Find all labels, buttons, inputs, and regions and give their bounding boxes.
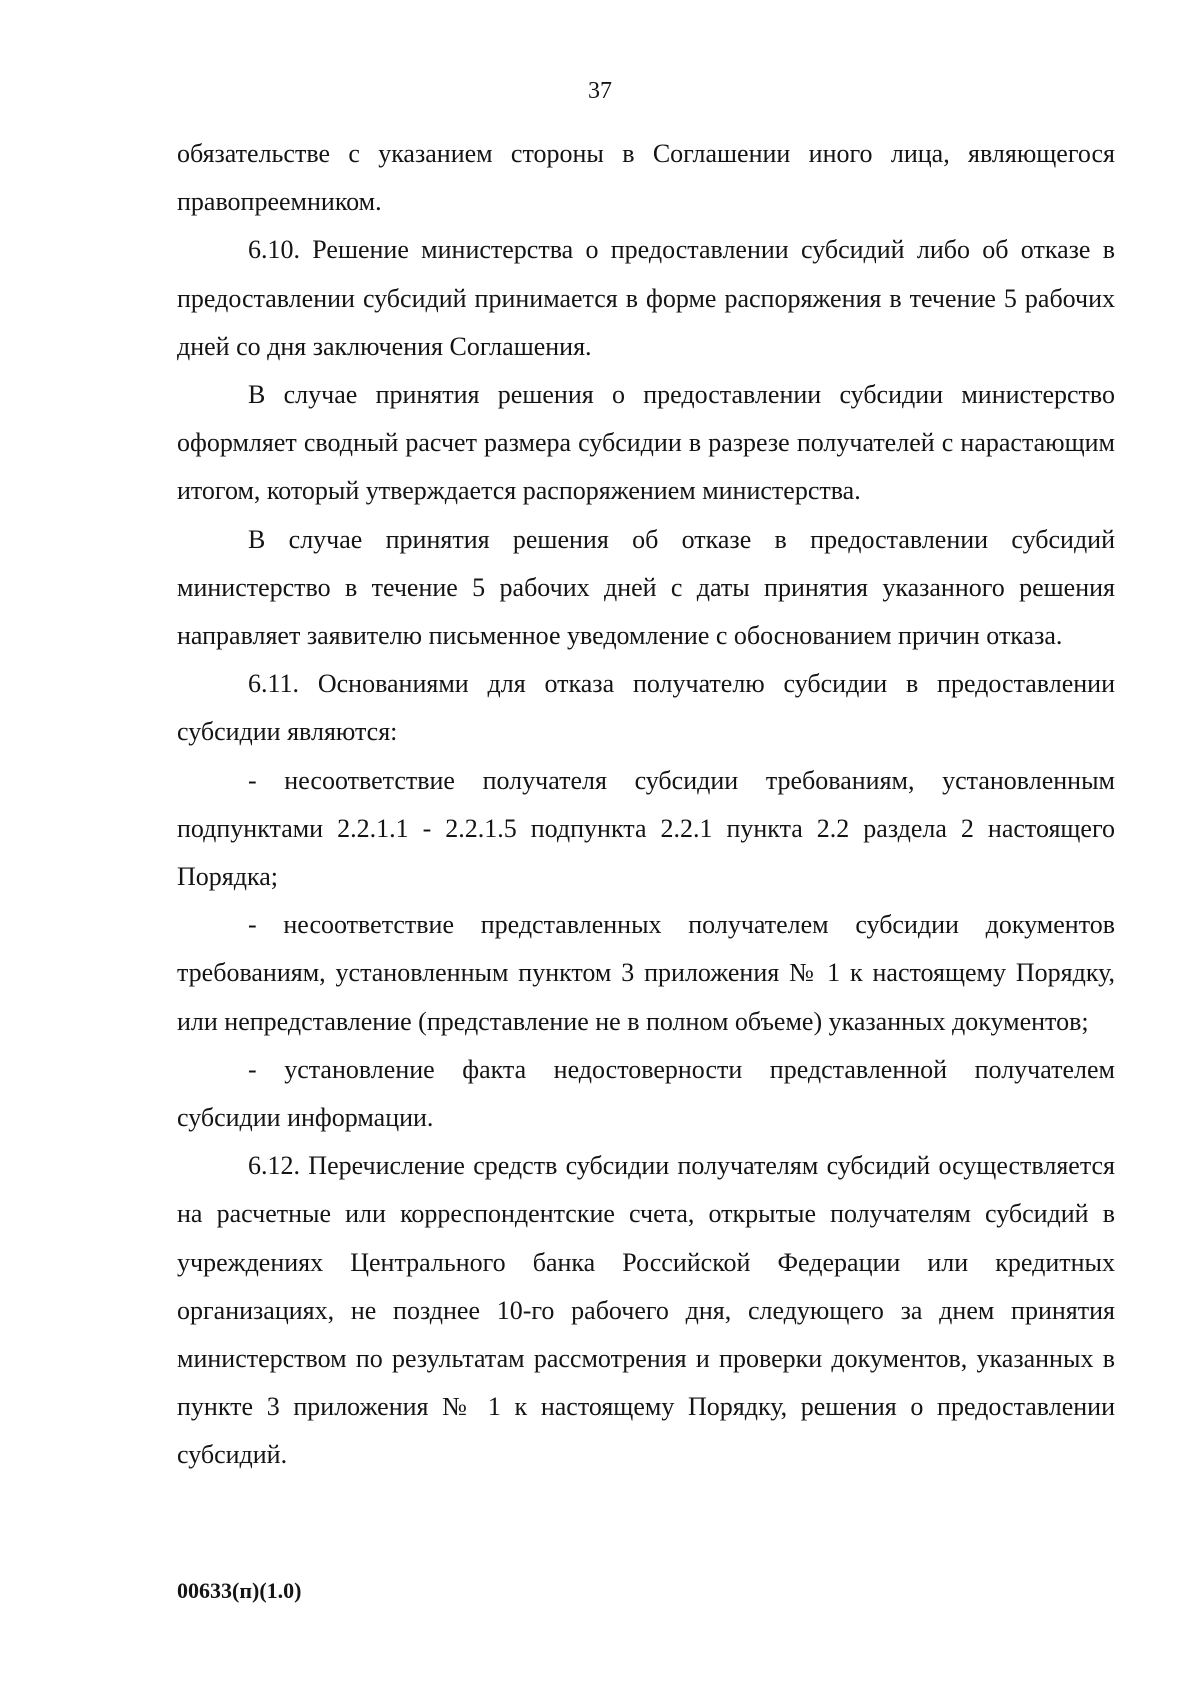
page-number: 37 <box>588 78 612 104</box>
paragraph-continuation: обязательстве с указанием стороны в Соглашении иного лица, являющегося правопреемником. <box>177 139 1115 217</box>
paragraph-refusal-notice: В случае принятия решения об отказе в предоставлении субсидий министерство в течение 5 рабочих дней с даты принятия указанного решения направляет заявителю письменное уведомление с обоснованием причин отказа. <box>177 524 1115 651</box>
paragraph-6-12: 6.12. Перечисление средств субсидии получателям субсидий осуществляется на расчетные или корреспондентские счета, открытые получателям субсидий в учреждениях Центрального банка Российской Федерации или кредитных организациях, не позднее 10-го рабочего дня, следующего за днем принятия министерством по результатам рассмотрения и проверки документов, указанных в пункте 3 приложения № 1 к настоящему Порядку, решения о предоставлении субсидий. <box>177 1151 1115 1470</box>
list-item-documents-mismatch: - несоответствие представленных получателем субсидии документов требованиям, установленным пунктом 3 приложения № 1 к настоящему Порядку, или непредставление (представление не в полном объеме) указанных документов; <box>177 910 1115 1036</box>
paragraph-summary-calculation: В случае принятия решения о предоставлении субсидии министерство оформляет сводный расчет размера субсидии в разрезе получателей с нарастающим итогом, который утверждается распоряжением министерства. <box>177 380 1115 506</box>
paragraph-6-11: 6.11. Основаниями для отказа получателю субсидии в предоставлении субсидии являются: <box>177 669 1115 747</box>
list-item-requirements-mismatch: - несоответствие получателя субсидии требованиям, установленным подпунктами 2.2.1.1 - 2.2.1.5 подпункта 2.2.1 пункта 2.2 раздела 2 настоящего Порядка; <box>177 765 1115 892</box>
document-body <box>177 130 1115 1480</box>
paragraph-6-10: 6.10. Решение министерства о предоставлении субсидий либо об отказе в предоставлении субсидий принимается в форме распоряжения в течение 5 рабочих дней со дня заключения Соглашения. <box>177 235 1115 361</box>
document-code: 00633(п)(1.0) <box>177 1578 302 1603</box>
list-item-unreliable-information: - установление факта недостоверности представленной получателем субсидии информации. <box>177 1054 1115 1133</box>
